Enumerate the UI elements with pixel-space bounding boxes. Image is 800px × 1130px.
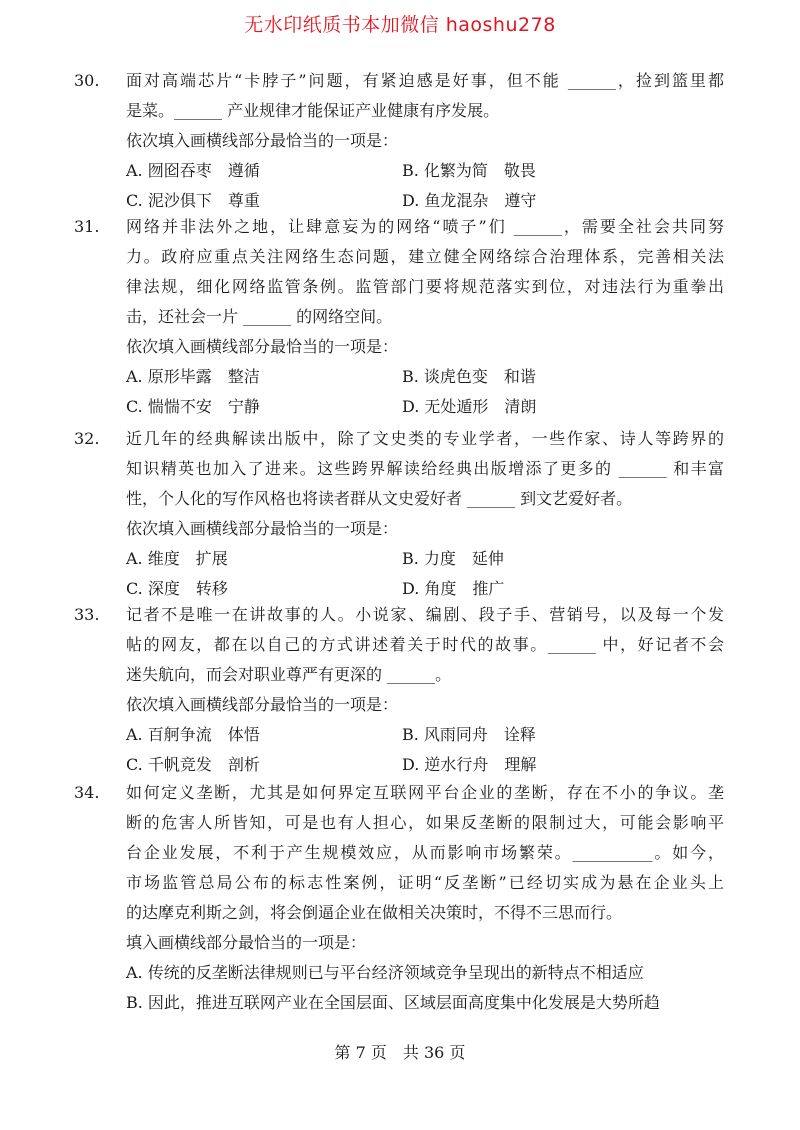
page-number: 第 7 页 共 36 页 <box>334 1043 466 1062</box>
option-a: A. 百舸争流 体悟 <box>126 725 260 744</box>
question-prompt: 依次填入画横线部分最恰当的一项是： <box>126 695 399 714</box>
question-prompt: 填入画横线部分最恰当的一项是： <box>126 933 367 952</box>
question-prompt: 依次填入画横线部分最恰当的一项是： <box>126 337 399 356</box>
options <box>84 156 724 216</box>
question-text-line: 律法规，细化网络监管条例。监管部门要将规范落实到位，对违法行为重拳出 <box>126 277 724 296</box>
question-text-line: 帖的网友，都在以自己的方式讲述着关于时代的故事。______ 中，好记者不会 <box>126 635 724 654</box>
options <box>84 720 724 780</box>
option-c: C. 惴惴不安 宁静 <box>126 397 260 416</box>
question-text-line: 断的危害人所皆知，可是也有人担心，如果反垄断的限制过大，可能会影响平 <box>126 813 724 832</box>
option-b: B. 化繁为简 敬畏 <box>402 161 536 180</box>
question-text-line: 记者不是唯一在讲故事的人。小说家、编剧、段子手、营销号，以及每一个发 <box>126 605 724 624</box>
question-prompt: 依次填入画横线部分最恰当的一项是： <box>126 131 399 150</box>
question-text-line: 迷失航向，而会对职业尊严有更深的 ______。 <box>126 665 452 684</box>
question-prompt: 依次填入画横线部分最恰当的一项是： <box>126 519 399 538</box>
question-text-line: 性，个人化的写作风格也将读者群从文史爱好者 ______ 到文艺爱好者。 <box>126 489 633 508</box>
option-d: D. 角度 推广 <box>402 579 505 598</box>
option-c: C. 深度 转移 <box>126 579 228 598</box>
watermark-header: 无水印纸质书本加微信 haoshu278 <box>244 14 556 36</box>
question-34 <box>74 778 724 1018</box>
question-number: 30. <box>74 71 100 90</box>
question-number: 33. <box>74 605 100 624</box>
options <box>84 958 724 1018</box>
option-d: D. 无处遁形 清朗 <box>402 397 537 416</box>
question-text-line: 面对高端芯片“卡脖子”问题，有紧迫感是好事，但不能 ______，捡到篮里都 <box>126 71 724 90</box>
option-d: D. 逆水行舟 理解 <box>402 755 537 774</box>
question-text-line: 如何定义垄断，尤其是如何界定互联网平台企业的垄断，存在不小的争议。垄 <box>126 783 724 802</box>
question-text-line: 近几年的经典解读出版中，除了文史类的专业学者，一些作家、诗人等跨界的 <box>126 429 724 448</box>
question-text-line: 市场监管总局公布的标志性案例，证明“反垄断”已经切实成为悬在企业头上 <box>126 873 724 892</box>
question-text-line: 的达摩克利斯之剑，将会倒逼企业在做相关决策时，不得不三思而行。 <box>126 903 623 922</box>
question-31 <box>74 212 724 422</box>
question-33 <box>74 600 724 780</box>
question-number: 31. <box>74 217 100 236</box>
option-a: A. 维度 扩展 <box>126 549 228 568</box>
option-a: A. 传统的反垄断法律规则已与平台经济领域竞争呈现出的新特点不相适应 <box>126 963 644 982</box>
option-a: A. 原形毕露 整洁 <box>126 367 260 386</box>
question-text-line: 网络并非法外之地，让肆意妄为的网络“喷子”们 ______，需要全社会共同努 <box>126 217 724 236</box>
question-text-line: 是菜。______ 产业规律才能保证产业健康有序发展。 <box>126 101 500 120</box>
question-text-line: 击，还社会一片 ______ 的网络空间。 <box>126 307 393 326</box>
question-32 <box>74 424 724 604</box>
option-a: A. 囫囵吞枣 遵循 <box>126 161 260 180</box>
options <box>84 362 724 422</box>
question-number: 32. <box>74 429 100 448</box>
option-b: B. 力度 延伸 <box>402 549 504 568</box>
question-text-line: 知识精英也加入了进来。这些跨界解读给经典出版增添了更多的 ______ 和丰富 <box>126 459 724 478</box>
option-b: B. 风雨同舟 诠释 <box>402 725 536 744</box>
options <box>84 544 724 604</box>
question-text-line: 台企业发展，不利于产生规模效应，从而影响市场繁荣。__________。如今， <box>126 843 724 862</box>
question-number: 34. <box>74 783 100 802</box>
question-30 <box>74 66 724 216</box>
option-b: B. 谈虎色变 和谐 <box>402 367 536 386</box>
option-b: B. 因此，推进互联网产业在全国层面、区域层面高度集中化发展是大势所趋 <box>126 993 660 1012</box>
option-c: C. 千帆竞发 剖析 <box>126 755 260 774</box>
question-text-line: 力。政府应重点关注网络生态问题，建立健全网络综合治理体系，完善相关法 <box>126 247 724 266</box>
option-c: C. 泥沙俱下 尊重 <box>126 191 260 210</box>
option-d: D. 鱼龙混杂 遵守 <box>402 191 537 210</box>
